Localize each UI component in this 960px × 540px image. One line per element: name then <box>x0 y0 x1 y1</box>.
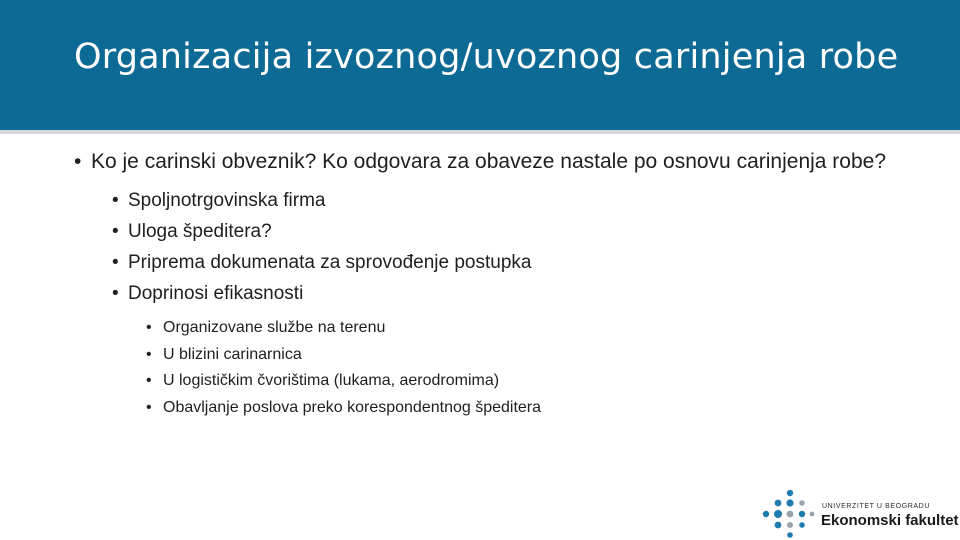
dot-cross-logo-icon <box>760 488 816 540</box>
sub-sub-bullet <box>74 315 934 342</box>
faculty-logo <box>760 488 959 538</box>
university-name: UNIVERZITET U BEOGRADU <box>822 503 930 510</box>
sub-bullet <box>74 247 934 278</box>
sub-sub-bullet <box>74 368 934 395</box>
sub-bullet-text: Doprinosi efikasnosti <box>128 283 304 304</box>
slide-body <box>74 148 934 421</box>
bullet-marker: • <box>146 345 152 363</box>
slide-title: Organizacija izvoznog/uvoznog carinjenja robe <box>74 37 899 77</box>
bullet-marker: • <box>112 252 119 273</box>
main-bullet <box>74 148 934 176</box>
main-bullet-text: Ko je carinski obveznik? Ko odgovara za obaveze nastale po osnovu carinjenja robe? <box>91 150 887 173</box>
bullet-marker: • <box>112 221 119 242</box>
bullet-marker: • <box>146 319 152 336</box>
sub-sub-bullet <box>74 342 934 369</box>
sub-sub-bullet-text: Organizovane službe na terenu <box>163 319 386 336</box>
bullet-marker: • <box>146 398 152 416</box>
sub-sub-bullet-text: Obavljanje poslova preko korespondentnog špeditera <box>163 398 542 416</box>
sub-sub-bullet-text: U blizini carinarnica <box>163 345 302 363</box>
sub-bullet-text: Priprema dokumenata za sprovođenje postupka <box>128 252 532 273</box>
sub-sub-bullet <box>74 395 934 422</box>
bullet-marker: • <box>146 372 152 389</box>
sub-bullet-text: Spoljnotrgovinska firma <box>128 190 326 211</box>
sub-bullet <box>74 216 934 247</box>
sub-bullet-text: Uloga špeditera? <box>128 221 272 242</box>
sub-bullet <box>74 185 934 216</box>
bullet-marker: • <box>112 190 119 211</box>
sub-bullet-list <box>74 185 934 309</box>
faculty-name: Ekonomski fakultet <box>821 512 959 529</box>
banner-divider <box>0 130 960 134</box>
bullet-marker: • <box>74 150 82 173</box>
sub-bullet <box>74 278 934 309</box>
bullet-marker: • <box>112 283 119 304</box>
sub-sub-bullet-list <box>74 315 934 421</box>
sub-sub-bullet-text: U logističkim čvorištima (lukama, aerodromima) <box>163 372 500 389</box>
